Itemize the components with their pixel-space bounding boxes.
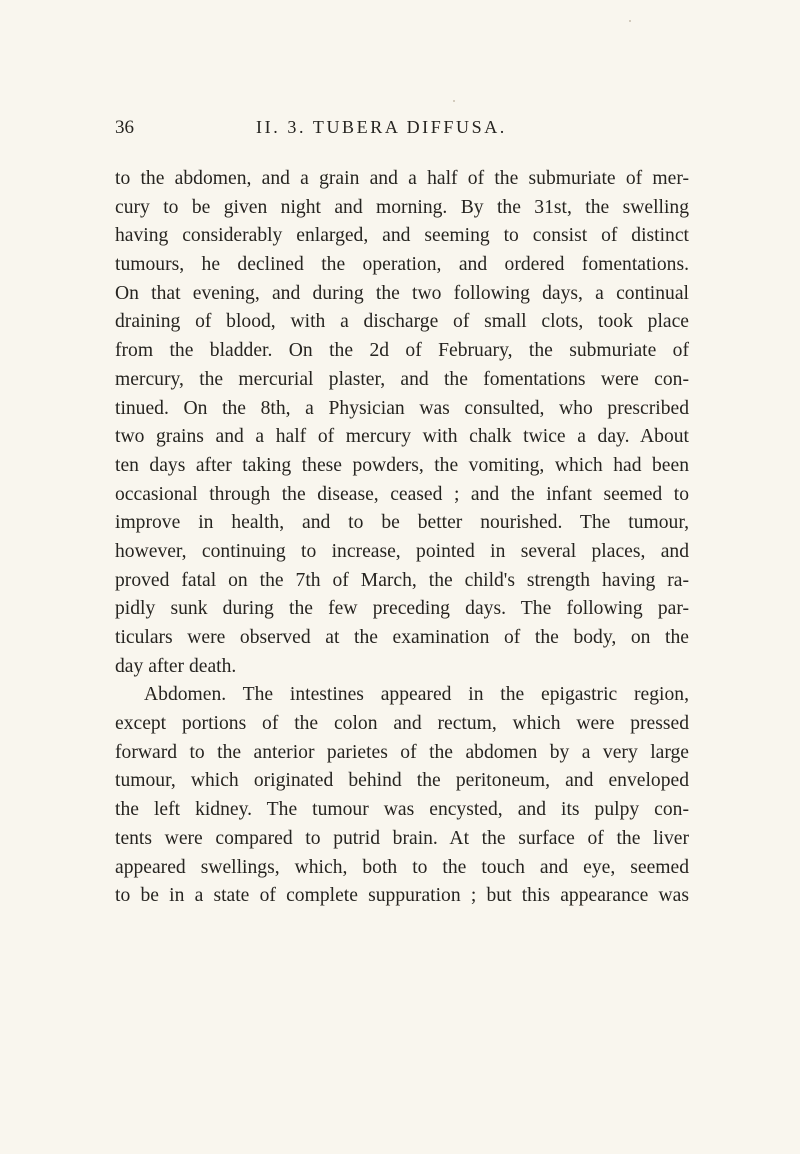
- text-line: tinued. On the 8th, a Physician was consulted, who prescribed: [115, 397, 689, 419]
- running-head-title: II. 3. TUBERA DIFFUSA.: [256, 117, 507, 137]
- text-line: except portions of the colon and rectum, which were pressed: [115, 713, 689, 735]
- text-line: to be in a state of complete suppuration ; but this appearance was: [115, 885, 689, 907]
- text-line: mercury, the mercurial plaster, and the fomentations were con-: [115, 368, 689, 390]
- page-number: 36: [115, 117, 134, 138]
- text-line: improve in health, and to be better nourished. The tumour,: [115, 512, 689, 534]
- text-line: day after death.: [115, 655, 237, 677]
- text-line: pidly sunk during the few preceding days. The following par-: [115, 598, 689, 620]
- paper-speck: [453, 100, 455, 102]
- text-line: tumour, which originated behind the peritoneum, and enveloped: [115, 770, 689, 792]
- text-line: tents were compared to putrid brain. At the surface of the liver: [115, 827, 689, 849]
- text-line: from the bladder. On the 2d of February, the submuriate of: [115, 340, 689, 362]
- body-text: [115, 165, 689, 911]
- paper-speck: [629, 20, 631, 22]
- text-line: ten days after taking these powders, the vomiting, which had been: [115, 454, 689, 476]
- text-line: the left kidney. The tumour was encysted, and its pulpy con-: [115, 799, 689, 821]
- text-line: ticulars were observed at the examination of the body, on the: [115, 627, 689, 648]
- text-line: cury to be given night and morning. By the 31st, the swelling: [115, 196, 689, 218]
- text-line: appeared swellings, which, both to the touch and eye, seemed: [115, 856, 689, 878]
- running-head: [115, 117, 715, 147]
- text-line: having considerably enlarged, and seeming to consist of distinct: [115, 225, 689, 247]
- text-line: proved fatal on the 7th of March, the child's strength having ra-: [115, 569, 689, 591]
- text-line: tumours, he declined the operation, and ordered fomentations.: [115, 254, 689, 276]
- text-line: On that evening, and during the two following days, a continual: [115, 282, 689, 304]
- text-line: draining of blood, with a discharge of small clots, took place: [115, 311, 689, 333]
- text-line: occasional through the disease, ceased ; and the infant seemed to: [115, 483, 689, 505]
- paragraph-start-line: Abdomen. The intestines appeared in the epigastric region,: [144, 684, 689, 706]
- text-line: forward to the anterior parietes of the abdomen by a very large: [115, 741, 689, 763]
- text-line: two grains and a half of mercury with chalk twice a day. About: [115, 426, 689, 448]
- text-line: however, continuing to increase, pointed in several places, and: [115, 540, 689, 562]
- text-line: to the abdomen, and a grain and a half of the submuriate of mer-: [115, 168, 689, 189]
